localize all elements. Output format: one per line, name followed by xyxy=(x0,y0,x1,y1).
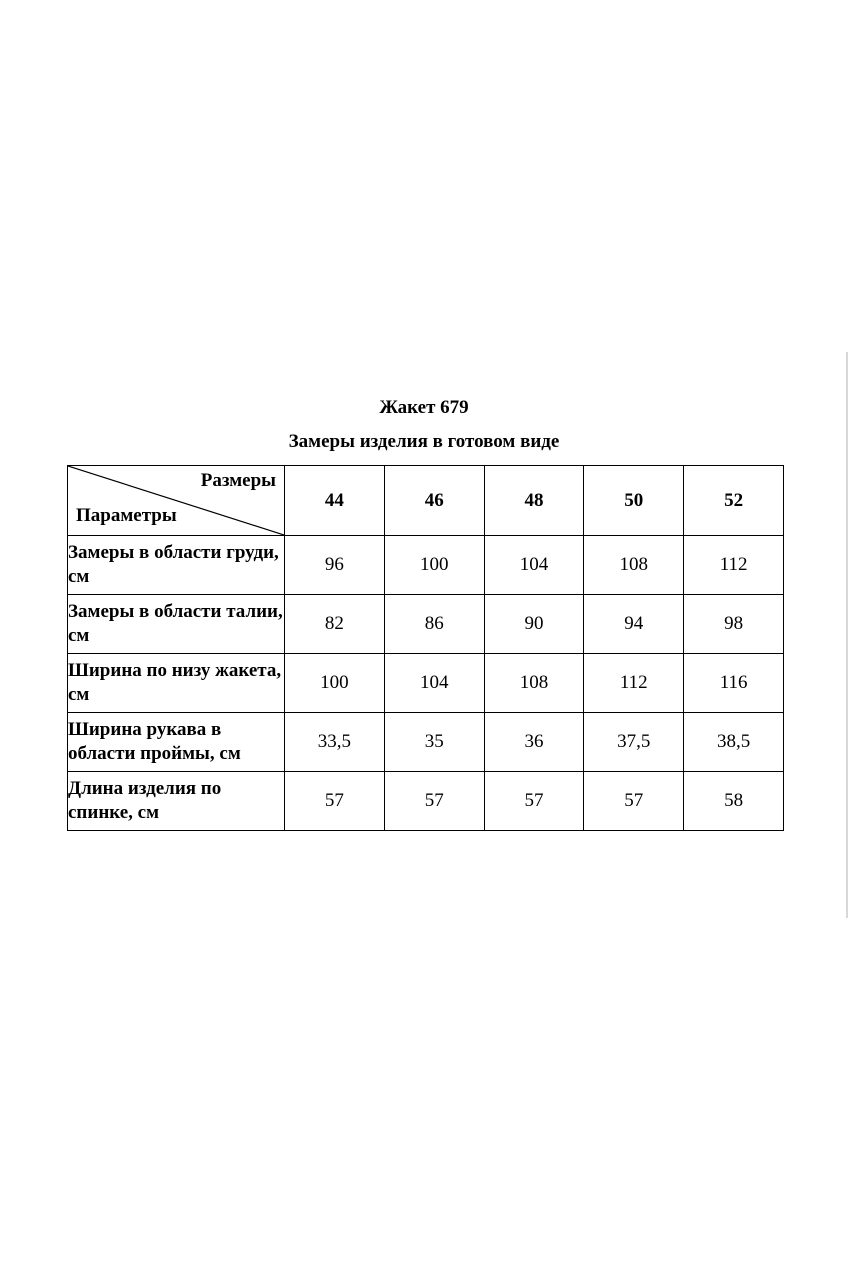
corner-label-sizes: Размеры xyxy=(200,470,276,491)
value-cell: 98 xyxy=(684,595,784,654)
document-title: Жакет 679 xyxy=(379,397,469,418)
value-cell: 38,5 xyxy=(684,713,784,772)
value-cell: 36 xyxy=(484,713,584,772)
value-cell: 112 xyxy=(584,654,684,713)
value-cell: 57 xyxy=(484,772,584,831)
table-row xyxy=(68,654,784,713)
value-cell: 37,5 xyxy=(584,713,684,772)
table-row xyxy=(68,713,784,772)
document-subtitle: Замеры изделия в готовом виде xyxy=(288,431,560,452)
table-row xyxy=(68,595,784,654)
param-label: Ширина по низу жакета, см xyxy=(68,654,285,713)
value-cell: 90 xyxy=(484,595,584,654)
table-corner-cell xyxy=(68,466,285,536)
table-row xyxy=(68,536,784,595)
param-label: Длина изделия по спинке, см xyxy=(68,772,285,831)
param-label: Замеры в области талии, см xyxy=(68,595,285,654)
value-cell: 57 xyxy=(584,772,684,831)
size-header: 48 xyxy=(484,466,584,536)
value-cell: 57 xyxy=(384,772,484,831)
table-row xyxy=(68,772,784,831)
value-cell: 86 xyxy=(384,595,484,654)
param-label: Ширина рукава в области проймы, см xyxy=(68,713,285,772)
size-header: 50 xyxy=(584,466,684,536)
value-cell: 33,5 xyxy=(285,713,385,772)
value-cell: 96 xyxy=(285,536,385,595)
value-cell: 100 xyxy=(285,654,385,713)
value-cell: 58 xyxy=(684,772,784,831)
value-cell: 108 xyxy=(584,536,684,595)
value-cell: 35 xyxy=(384,713,484,772)
value-cell: 104 xyxy=(384,654,484,713)
value-cell: 94 xyxy=(584,595,684,654)
value-cell: 82 xyxy=(285,595,385,654)
table-header-row xyxy=(68,466,784,536)
size-header: 52 xyxy=(684,466,784,536)
value-cell: 57 xyxy=(285,772,385,831)
param-label: Замеры в области груди, см xyxy=(68,536,285,595)
value-cell: 116 xyxy=(684,654,784,713)
corner-label-params: Параметры xyxy=(76,505,177,526)
size-header: 46 xyxy=(384,466,484,536)
size-table xyxy=(67,465,784,831)
size-header: 44 xyxy=(285,466,385,536)
value-cell: 104 xyxy=(484,536,584,595)
value-cell: 100 xyxy=(384,536,484,595)
value-cell: 112 xyxy=(684,536,784,595)
value-cell: 108 xyxy=(484,654,584,713)
